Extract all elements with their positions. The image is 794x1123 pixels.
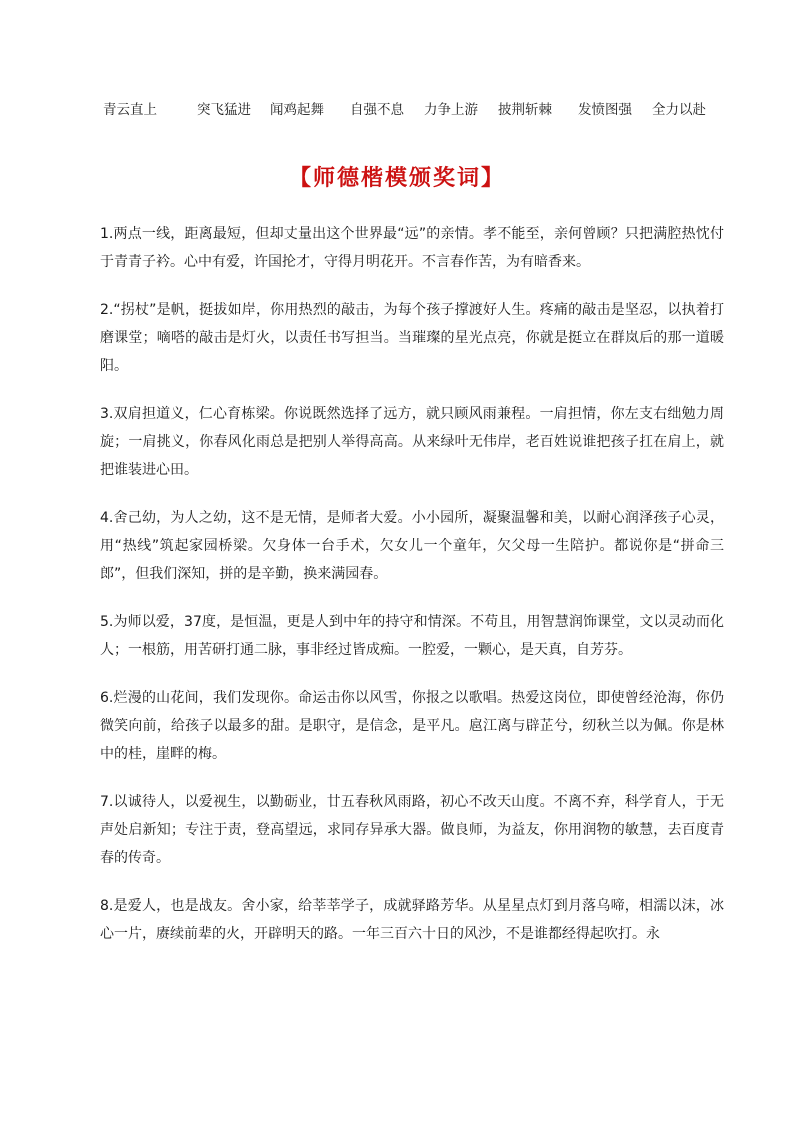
idiom-list: [98, 100, 738, 122]
idiom-item: 力争上游: [424, 102, 478, 118]
citation-paragraph: 8.是爱人，也是战友。舍小家，给莘莘学子，成就驿路芳华。从星星点灯到月落乌啼，相濡以沫，冰心一片，赓续前辈的火，开辟明天的路。一年三百六十日的风沙，不是谁都经得起吹打。永: [100, 898, 724, 942]
citation-paragraph: 2.“拐杖”是帆，挺拔如岸，你用热烈的敲击，为每个孩子撑渡好人生。疼痛的敲击是坚忍，以执着打磨课堂；嘀嗒的敲击是灯火，以责任书写担当。当璀璨的星光点亮，你就是挺立在群岚后的那一道暖阳。: [100, 302, 724, 374]
idiom-item: 青云直上: [103, 102, 157, 118]
citation-paragraph: 1.两点一线，距离最短，但却丈量出这个世界最“远”的亲情。孝不能至，亲何曾顾？只把满腔热忱付于青青子衿。心中有爱，许国抡才，守得月明花开。不言春作苦，为有暗香来。: [100, 226, 724, 270]
idiom-item: 披荆斩棘: [498, 102, 552, 118]
citation-paragraph: 5.为师以爱，37度，是恒温，更是人到中年的持守和情深。不苟且，用智慧润饰课堂，文以灵动而化人；一根筋，用苦研打通二脉，事非经过皆成痴。一腔爱，一颗心，是天真，自芳芬。: [100, 614, 724, 658]
section-heading: 【师德楷模颁奖词】: [288, 166, 505, 191]
citation-paragraph: 3.双肩担道义，仁心育栋梁。你说既然选择了远方，就只顾风雨兼程。一肩担情，你左支右绌勉力周旋；一肩挑义，你春风化雨总是把别人举得高高。从来绿叶无伟岸，老百姓说谁把孩子扛在肩上，就把谁装进心田。: [100, 406, 724, 478]
award-citations: [100, 220, 724, 968]
citation-paragraph: 4.舍己幼，为人之幼，这不是无情，是师者大爱。小小园所，凝聚温馨和美，以耐心润泽孩子心灵，用“热线”筑起家园桥梁。欠身体一台手术，欠女儿一个童年，欠父母一生陪护。都说你是“拼命三郎”，但我们深知，拼的是辛勤，换来满园春。: [100, 510, 724, 582]
citation-paragraph: 7.以诚待人，以爱视生，以勤砺业，廿五春秋风雨路，初心不改天山度。不离不弃，科学育人，于无声处启新知；专注于责，登高望远，求同存异承大器。做良师，为益友，你用润物的敏慧，去百度青春的传奇。: [100, 794, 724, 866]
idiom-item: 突飞猛进: [197, 102, 251, 118]
idiom-item: 闻鸡起舞: [270, 102, 324, 118]
idiom-item: 全力以赴: [652, 102, 706, 118]
citation-paragraph: 6.烂漫的山花间，我们发现你。命运击你以风雪，你报之以歌唱。热爱这岗位，即使曾经沧海，你仍微笑向前，给孩子以最多的甜。是职守，是信念，是平凡。扈江离与辟芷兮，纫秋兰以为佩。你是林中的桂，崖畔的梅。: [100, 690, 724, 762]
idiom-item: 发愤图强: [578, 102, 632, 118]
idiom-item: 自强不息: [350, 102, 404, 118]
